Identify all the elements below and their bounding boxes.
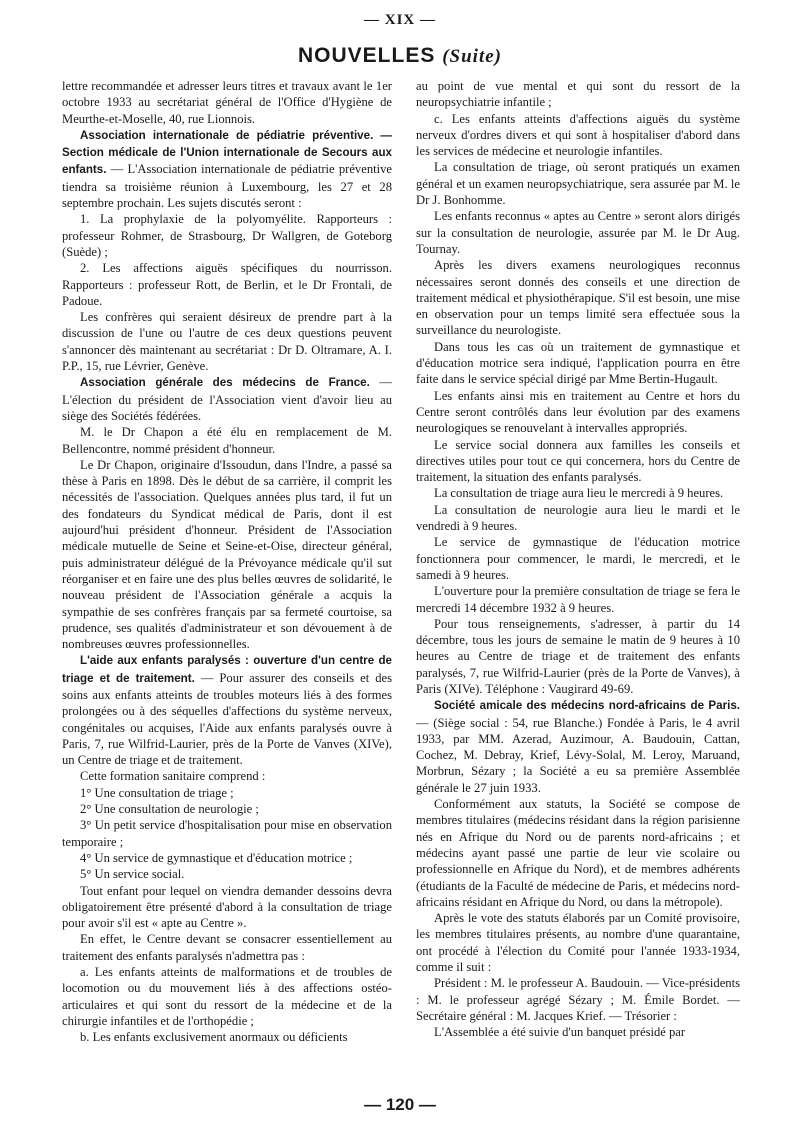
section-roman-numeral: — XIX — bbox=[363, 12, 436, 28]
paragraph-text: — L'élection du président de l'Association vient d'avoir lieu au siège des Sociétés fédérées. bbox=[62, 375, 392, 423]
paragraph-text: Après le vote des statuts élaborés par un Comité provisoire, les membres titulaires présents, au nombre d'une quarantaine, ont procédé à l'élection du Comité pour l'année 1933-1934, comme il suit : bbox=[416, 911, 740, 975]
paragraph bbox=[416, 257, 740, 338]
paragraph-text: lettre recommandée et adresser leurs titres et travaux avant le 1er octobre 1933 au secrétariat général de l'Office d'Hygiène de Meurthe-et-Moselle, 40, rue Lionnois. bbox=[62, 79, 392, 126]
paragraph-text: Conformément aux statuts, la Société se compose de membres titulaires (médecins résidant dans la région parisienne nés en Afrique du Nord ou de parents nord-africains ; et médecins ayant passé une partie de leur vie scolaire ou professionnelle en Afrique du Nord), et de membres adhérents (étudiants de la Faculté de médecine de Paris, et médecins nord-africains résidant en Afrique du Nord, ou dans la métropole). bbox=[416, 797, 740, 909]
paragraph bbox=[62, 457, 392, 653]
paragraph bbox=[416, 388, 740, 437]
paragraph-text: 3° Un petit service d'hospitalisation pour mise en observation temporaire ; bbox=[62, 818, 392, 849]
page-title bbox=[0, 44, 800, 68]
paragraph bbox=[62, 424, 392, 457]
left-column bbox=[62, 78, 392, 1086]
paragraph bbox=[62, 768, 392, 784]
paragraph bbox=[62, 652, 392, 768]
paragraph bbox=[62, 931, 392, 964]
paragraph bbox=[62, 309, 392, 374]
paragraph-text: b. Les enfants exclusivement anormaux ou déficients bbox=[80, 1030, 348, 1045]
paragraph-text: au point de vue mental et qui sont du ressort de la neuropsychiatrie infantile ; bbox=[416, 79, 740, 110]
paragraph-text: Le service social donnera aux familles les conseils et directives utiles pour tout ce qui concernera, hors du Centre de traitement, la situation des enfants paralysés. bbox=[416, 437, 740, 485]
paragraph bbox=[416, 910, 740, 975]
paragraph bbox=[416, 616, 740, 697]
paragraph bbox=[62, 866, 392, 882]
right-column bbox=[416, 78, 740, 1086]
paragraph bbox=[62, 78, 392, 127]
page-number: — 120 — bbox=[364, 1095, 436, 1114]
paragraph-text: a. Les enfants atteints de malformations et de troubles de locomotion ou du mouvement liés à des affections ostéo-articulaires et qui sont du ressort de la médecine et de la chirurgie infantiles et de l'orthopédie ; bbox=[62, 965, 392, 1028]
paragraph-text: Cette formation sanitaire comprend : bbox=[80, 769, 266, 784]
section-heading: Société amicale des médecins nord-africains de Paris. bbox=[434, 699, 740, 713]
paragraph-text: Les confrères qui seraient désireux de prendre part à la discussion de l'une ou l'autre de ces deux questions peuvent s'annoncer dès maintenant au secrétariat : Dr D. Oltramare, A. I. P.P., 15, rue Lévrier, Genève. bbox=[62, 310, 392, 374]
section-heading: L'aide aux enfants paralysés : ouverture d'un centre de triage et de traitement. bbox=[62, 654, 392, 685]
paragraph-text: L'ouverture pour la première consultation de triage se fera le mercredi 14 décembre 1932 à 9 heures. bbox=[416, 584, 740, 615]
paragraph-text: 1° Une consultation de triage ; bbox=[80, 785, 234, 800]
paragraph-text: Le Dr Chapon, originaire d'Issoudun, dans l'Indre, a passé sa thèse à Paris en 1898. Dès le début de sa carrière, il comprit les nécessités de l'association. Quelques années plus tard, il fut un des fondateurs du Syndicat médical de Paris, dont il est aujourd'hui président d'honneur. Président de l'Association médicale mutuelle de Seine et Seine-et-Oise, directeur général, puis administrateur délégué de la Prévoyance médicale qu'il sut réorganiser et en faire une des plus belles œuvres de solidarité, le nouveau président de l'Association générale a acquis la sympathie de ses confrères français par sa fermeté courtoise, sa prudence, ses qualités d'administrateur et son dévouement à de nombreuses œuvres professionnelles. bbox=[62, 457, 392, 652]
paragraph bbox=[62, 127, 392, 211]
paragraph bbox=[416, 111, 740, 160]
paragraph-text: La consultation de triage aura lieu le mercredi à 9 heures. bbox=[434, 486, 724, 501]
paragraph bbox=[62, 801, 392, 817]
paragraph-text: Tout enfant pour lequel on viendra demander dessoins devra obligatoirement être présenté d'abord à la consultation de triage pour avoir s'il est « apte au Centre ». bbox=[62, 883, 392, 931]
paragraph-text: c. Les enfants atteints d'affections aiguës du système nerveux d'ordres divers et qui sont à hospitaliser d'abord dans les services de médecine et neurologie infantiles. bbox=[416, 111, 740, 159]
paragraph bbox=[62, 817, 392, 850]
paragraph bbox=[416, 583, 740, 616]
paragraph-text: Les enfants ainsi mis en traitement au Centre et hors du Centre seront contrôlés dans leur évolution par des examens neurologiques se renouvelant à intervalles appropriés. bbox=[416, 388, 740, 436]
paragraph bbox=[416, 975, 740, 1024]
paragraph bbox=[416, 1024, 740, 1040]
paragraph bbox=[62, 374, 392, 424]
paragraph-text: 5° Un service social. bbox=[80, 867, 185, 882]
paragraph-text: 1. La prophylaxie de la polyomyélite. Rapporteurs : professeur Rohmer, de Strasbourg, Dr Wallgren, de Goteborg (Suède) ; bbox=[62, 212, 392, 259]
paragraph bbox=[416, 78, 740, 111]
paragraph-text: Pour tous renseignements, s'adresser, à partir du 14 décembre, tous les jours de semaine le matin de 9 heures à 10 heures au Centre de triage et de traitement des enfants paralysés, 7, rue Wilfrid-Laurier (près de la Porte de Vanves), à Paris (XIVe). Téléphone : Vaugirard 49-69. bbox=[416, 616, 740, 696]
paragraph bbox=[62, 785, 392, 801]
title-text: NOUVELLES bbox=[298, 44, 436, 67]
paragraph-text: Président : M. le professeur A. Baudouin. — Vice-présidents : M. le professeur agrégé Sézary ; M. Émile Bordet. — Secrétaire général : M. Jacques Krief. — Trésorier : bbox=[416, 976, 740, 1023]
paragraph-text: M. le Dr Chapon a été élu en remplacement de M. Bellencontre, nommé président d'honneur. bbox=[62, 425, 392, 456]
paragraph bbox=[62, 260, 392, 309]
paragraph bbox=[416, 159, 740, 208]
paragraph-text: — Pour assurer des conseils et des soins aux enfants atteints de troubles moteurs liés à des formes prolongées ou à des séquelles d'affections du système nerveux, congénitales ou acquises, l'Aide aux enfants paralysés ouvre à Paris, 7, rue Wilfrid-Laurier, près de la Porte de Vanves (XIVe), un Centre de triage et de traitement. bbox=[62, 670, 392, 768]
paragraph-text: Dans tous les cas où un traitement de gymnastique et d'éducation motrice sera indiqué, l'application pourra en être faite dans le service spécial dirigé par Mme Bertin-Hugault. bbox=[416, 339, 740, 387]
paragraph bbox=[62, 883, 392, 932]
paragraph bbox=[62, 1029, 392, 1045]
paragraph-text: L'Assemblée a été suivie d'un banquet présidé par bbox=[434, 1025, 686, 1040]
paragraph bbox=[416, 485, 740, 501]
paragraph-text: — (Siège social : 54, rue Blanche.) Fondée à Paris, le 4 avril 1933, par MM. Azerad, Auzimour, A. Baudouin, Cattan, Cochez, M. Debray, Krief, Lévy-Solal, M. Leroy, Maruand, Morbrun, Sézary ; la Société a eu sa première Assemblée générale le 27 juin 1933. bbox=[416, 715, 740, 795]
paragraph bbox=[62, 964, 392, 1029]
paragraph-text: — L'Association internationale de pédiatrie préventive tiendra sa troisième réunion à Luxembourg, les 27 et 28 septembre prochain. Les sujets discutés seront : bbox=[62, 162, 392, 211]
paragraph-text: 4° Un service de gymnastique et d'éducation motrice ; bbox=[80, 850, 353, 865]
paragraph bbox=[416, 502, 740, 535]
title-suite: (Suite) bbox=[442, 46, 502, 67]
paragraph-text: La consultation de triage, où seront pratiqués un examen général et un examen neuropsychiatrique, sera assurée par M. le Dr J. Bonhomme. bbox=[416, 160, 740, 208]
paragraph bbox=[62, 850, 392, 866]
paragraph bbox=[416, 208, 740, 257]
paragraph-text: 2. Les affections aiguës spécifiques du nourrisson. Rapporteurs : professeur Rott, de Berlin, et le Dr Frontali, de Padoue. bbox=[62, 261, 392, 308]
paragraph bbox=[416, 697, 740, 796]
paragraph-text: La consultation de neurologie aura lieu le mardi et le vendredi à 9 heures. bbox=[416, 502, 740, 534]
paragraph bbox=[416, 437, 740, 486]
paragraph-text: 2° Une consultation de neurologie ; bbox=[80, 802, 259, 817]
paragraph bbox=[416, 796, 740, 910]
paragraph-text: Après les divers examens neurologiques reconnus nécessaires seront donnés des conseils et une direction de traitement médical et physiothérapique. S'il est besoin, une mise en observation pour un temps limité sera effectuée sous la surveillance du neurologiste. bbox=[416, 258, 740, 338]
section-heading: Association internationale de pédiatrie préventive. — Section médicale de l'Union internationale de Secours aux enfants. bbox=[62, 128, 392, 177]
paragraph-text: Les enfants reconnus « aptes au Centre » seront alors dirigés sur la consultation de neurologie, assurée par M. le Dr Aug. Tournay. bbox=[416, 209, 740, 256]
paragraph bbox=[416, 534, 740, 583]
paragraph-text: Le service de gymnastique de l'éducation motrice fonctionnera pour commencer, le mardi, le mercredi, et le samedi à 9 heures. bbox=[416, 535, 740, 582]
paragraph-text: En effet, le Centre devant se consacrer essentiellement au traitement des enfants paralysés n'admettra pas : bbox=[62, 932, 392, 963]
paragraph bbox=[416, 339, 740, 388]
paragraph bbox=[62, 211, 392, 260]
section-heading: Association générale des médecins de France. bbox=[80, 376, 370, 390]
